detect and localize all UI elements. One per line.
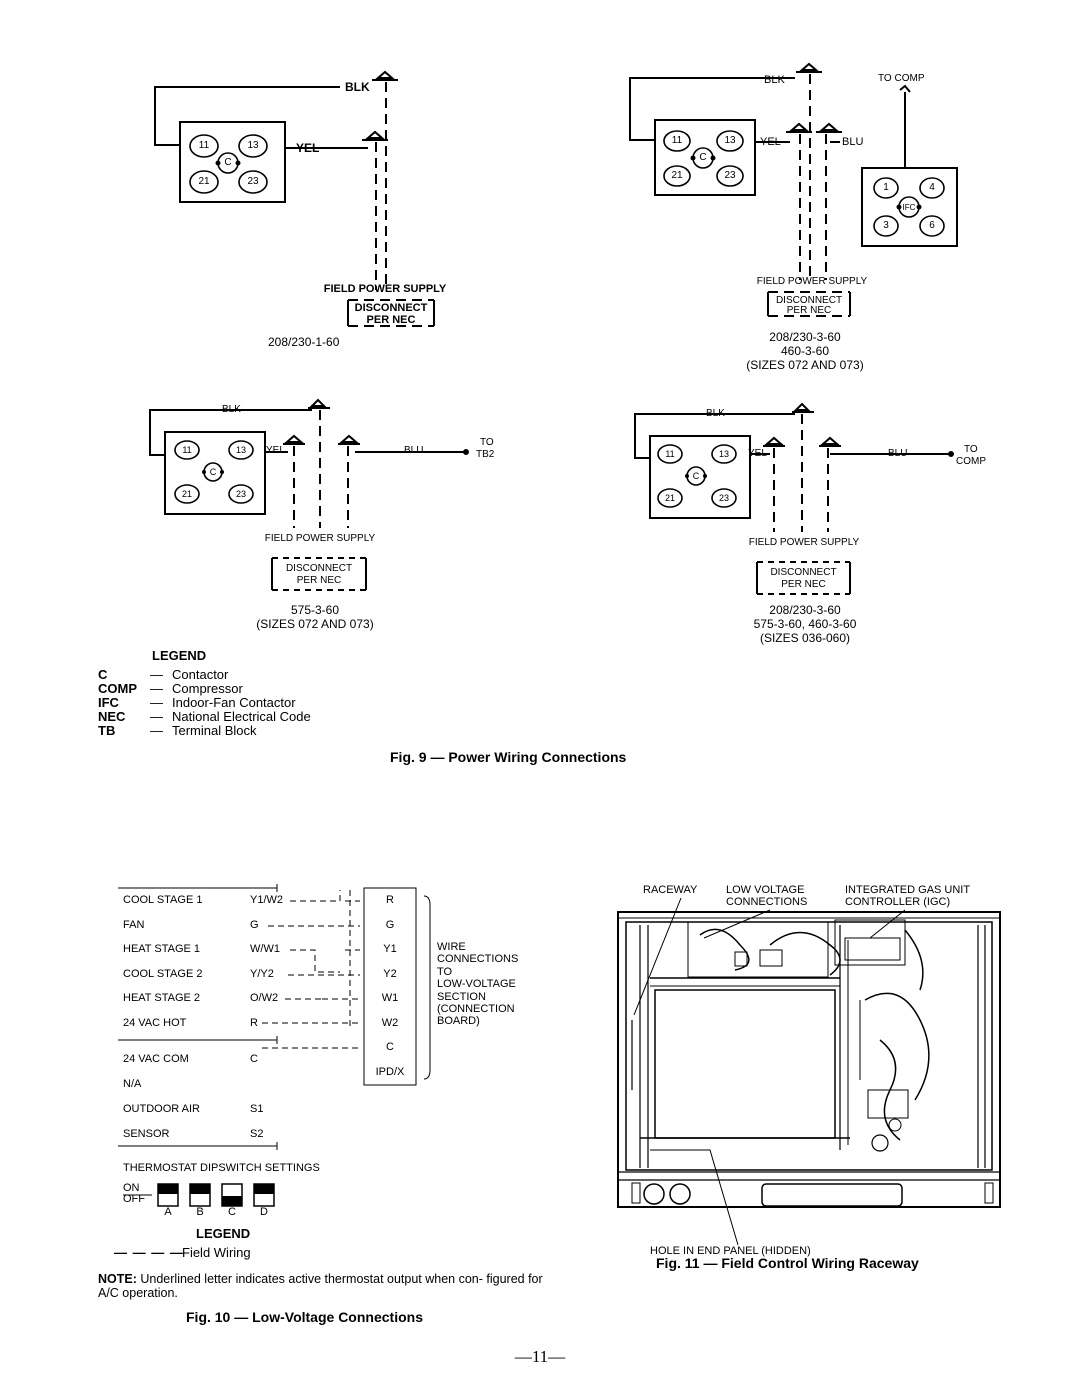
terminal-23: 23 [724, 170, 736, 181]
terminal-r: R [386, 894, 394, 906]
hole-label: HOLE IN END PANEL (HIDDEN) [650, 1245, 811, 1257]
ifc-terminal-6: 6 [929, 220, 935, 231]
thermostat-label: 24 VAC HOT [123, 1017, 187, 1029]
legend-dash: — [150, 667, 163, 682]
legend-desc: Compressor [172, 681, 243, 696]
tb2-label: TB2 [476, 449, 495, 460]
field-power-supply-label: FIELD POWER SUPPLY [264, 533, 376, 544]
thermostat-label: SENSOR [123, 1128, 170, 1140]
thermostat-signal: C [250, 1053, 258, 1065]
fig10-caption: Fig. 10 — Low-Voltage Connections [186, 1309, 423, 1325]
disconnect-label: DISCONNECT [770, 567, 837, 578]
legend-dash: — [150, 723, 163, 738]
wire-note-line: CONNECTIONS [437, 953, 519, 966]
terminal-21: 21 [198, 176, 210, 187]
voltage-label: 208/230-3-60 [769, 330, 841, 344]
page-number: —11— [514, 1347, 566, 1366]
note-text: Underlined letter indicates active thermostat output when con- figured for A/C operation. [98, 1272, 543, 1300]
per-nec-label: PER NEC [296, 575, 342, 586]
thermostat-label: HEAT STAGE 2 [123, 992, 201, 1004]
thermostat-signal: Y1/W2 [250, 894, 284, 906]
dip-letter-b: B [196, 1206, 204, 1218]
terminal-c: C [699, 152, 707, 163]
terminal-w2: W2 [381, 1017, 399, 1029]
dip-title: THERMOSTAT DIPSWITCH SETTINGS [123, 1162, 320, 1174]
ifc-terminal-3: 3 [883, 220, 889, 231]
terminal-13: 13 [247, 140, 259, 151]
to-label: TO [964, 444, 978, 455]
field-wiring-label: Field Wiring [182, 1245, 251, 1260]
field-power-supply-label: FIELD POWER SUPPLY [323, 283, 447, 295]
wire-note-line: SECTION [437, 990, 486, 1003]
legend-desc: Contactor [172, 667, 229, 682]
terminal-ipdx: IPD/X [375, 1066, 405, 1078]
per-nec-label: PER NEC [781, 579, 826, 590]
legend-key: COMP [98, 681, 137, 696]
thermostat-signal: O/W2 [250, 992, 279, 1004]
thermostat-label: COOL STAGE 2 [123, 968, 203, 980]
thermostat-label: N/A [123, 1078, 142, 1090]
per-nec-label: PER NEC [786, 305, 832, 316]
voltage-label: 208/230-1-60 [268, 335, 340, 349]
raceway-label: RACEWAY [643, 884, 698, 896]
wire-label-blk: BLK [222, 404, 241, 415]
terminal-23: 23 [718, 493, 729, 503]
thermostat-signal: G [250, 919, 259, 931]
terminal-13: 13 [718, 449, 729, 459]
terminal-21: 21 [664, 493, 675, 503]
fig11-caption: Fig. 11 — Field Control Wiring Raceway [656, 1255, 919, 1271]
terminal-11: 11 [671, 135, 683, 146]
terminal-13: 13 [235, 445, 246, 455]
legend-dash: — [150, 709, 163, 724]
terminal-21: 21 [181, 489, 192, 499]
to-label: TO [480, 437, 494, 448]
dip-on-label: ON [123, 1182, 140, 1194]
terminal-13: 13 [724, 135, 736, 146]
connections-label: CONNECTIONS [726, 896, 808, 908]
disconnect-label: DISCONNECT [354, 302, 428, 314]
disconnect-label: DISCONNECT [775, 295, 843, 306]
thermostat-label: FAN [123, 919, 145, 931]
legend-key: IFC [98, 695, 119, 710]
fig9-caption: Fig. 9 — Power Wiring Connections [390, 749, 627, 765]
voltage-label-2: 575-3-60, 460-3-60 [753, 617, 857, 631]
thermostat-signal: S2 [250, 1128, 264, 1140]
voltage-label: 208/230-3-60 [769, 603, 841, 617]
disconnect-label: DISCONNECT [285, 563, 353, 574]
wire-label-yel: YEL [266, 445, 285, 456]
field-power-supply-label: FIELD POWER SUPPLY [756, 276, 868, 287]
thermostat-label: HEAT STAGE 1 [123, 943, 201, 955]
legend-key: TB [98, 723, 116, 738]
thermostat-label: 24 VAC COM [123, 1053, 189, 1065]
thermostat-signal: R [250, 1017, 258, 1029]
thermostat-signal: Y/Y2 [250, 968, 274, 980]
terminal-11: 11 [198, 140, 210, 151]
dip-letter-d: D [260, 1206, 268, 1218]
terminal-11: 11 [665, 449, 675, 459]
ifc-terminal-4: 4 [929, 182, 935, 193]
wire-label-blu: BLU [404, 445, 424, 456]
voltage-label: 575-3-60 [290, 603, 340, 617]
legend-dash: — [150, 681, 163, 696]
field-wiring-dash: — — — — [114, 1245, 184, 1260]
note-label: NOTE: [98, 1272, 137, 1286]
dip-letter-c: C [228, 1206, 236, 1218]
wire-label-blk: BLK [764, 74, 785, 86]
voltage-label-2: 460-3-60 [780, 344, 830, 358]
legend-key: NEC [98, 709, 126, 724]
wire-label-yel: YEL [748, 448, 767, 459]
sizes-label: (SIZES 036-060) [759, 631, 851, 645]
wire-label-yel: YEL [296, 141, 320, 155]
wire-label-blk: BLK [706, 408, 725, 419]
low-voltage-label: LOW VOLTAGE [726, 884, 805, 896]
terminal-y1: Y1 [383, 943, 397, 955]
thermostat-signal: S1 [250, 1103, 264, 1115]
igc-label: INTEGRATED GAS UNIT [845, 884, 971, 896]
wire-label-blu: BLU [842, 136, 864, 148]
legend-title: LEGEND [152, 648, 207, 663]
dip-off-label: OFF [123, 1193, 145, 1205]
sizes-label: (SIZES 072 AND 073) [256, 617, 374, 631]
thermostat-label: OUTDOOR AIR [123, 1103, 201, 1115]
comp-label: COMP [956, 456, 986, 467]
sizes-label: (SIZES 072 AND 073) [746, 358, 864, 372]
to-comp-label: TO COMP [878, 73, 925, 84]
ifc-label: IFC [902, 203, 916, 212]
wire-note-line: TO [437, 965, 453, 978]
legend-key: C [98, 667, 108, 682]
terminal-11: 11 [182, 445, 192, 455]
terminal-21: 21 [671, 170, 683, 181]
wire-label-blu: BLU [888, 448, 908, 459]
wire-note-line: WIRE [437, 941, 466, 953]
terminal-23: 23 [235, 489, 246, 499]
thermostat-label: COOL STAGE 1 [123, 894, 203, 906]
field-power-supply-label: FIELD POWER SUPPLY [748, 537, 860, 548]
terminal-w1: W1 [381, 992, 399, 1004]
igc-label-2: CONTROLLER (IGC) [845, 896, 951, 908]
wire-note-line: BOARD) [437, 1015, 480, 1028]
wire-note-line: (CONNECTION [437, 1003, 515, 1016]
wire-label-yel: YEL [760, 136, 781, 148]
terminal-g: G [385, 919, 395, 931]
ifc-terminal-1: 1 [883, 182, 889, 193]
terminal-y2: Y2 [383, 968, 397, 980]
wire-label-blk: BLK [345, 80, 370, 94]
wire-note-line: LOW-VOLTAGE [437, 978, 516, 991]
fig10-legend-title: LEGEND [196, 1226, 251, 1241]
thermostat-signal: W/W1 [250, 943, 280, 955]
terminal-c: C [386, 1041, 394, 1053]
legend-dash: — [150, 695, 163, 710]
terminal-23: 23 [247, 176, 259, 187]
terminal-c: C [209, 467, 217, 477]
legend-desc: Indoor-Fan Contactor [172, 695, 296, 710]
terminal-c: C [692, 471, 700, 481]
terminal-c: C [224, 157, 232, 168]
legend-desc: National Electrical Code [172, 709, 311, 724]
legend-desc: Terminal Block [172, 723, 257, 738]
per-nec-label: PER NEC [366, 314, 416, 326]
dip-letter-a: A [164, 1206, 172, 1218]
